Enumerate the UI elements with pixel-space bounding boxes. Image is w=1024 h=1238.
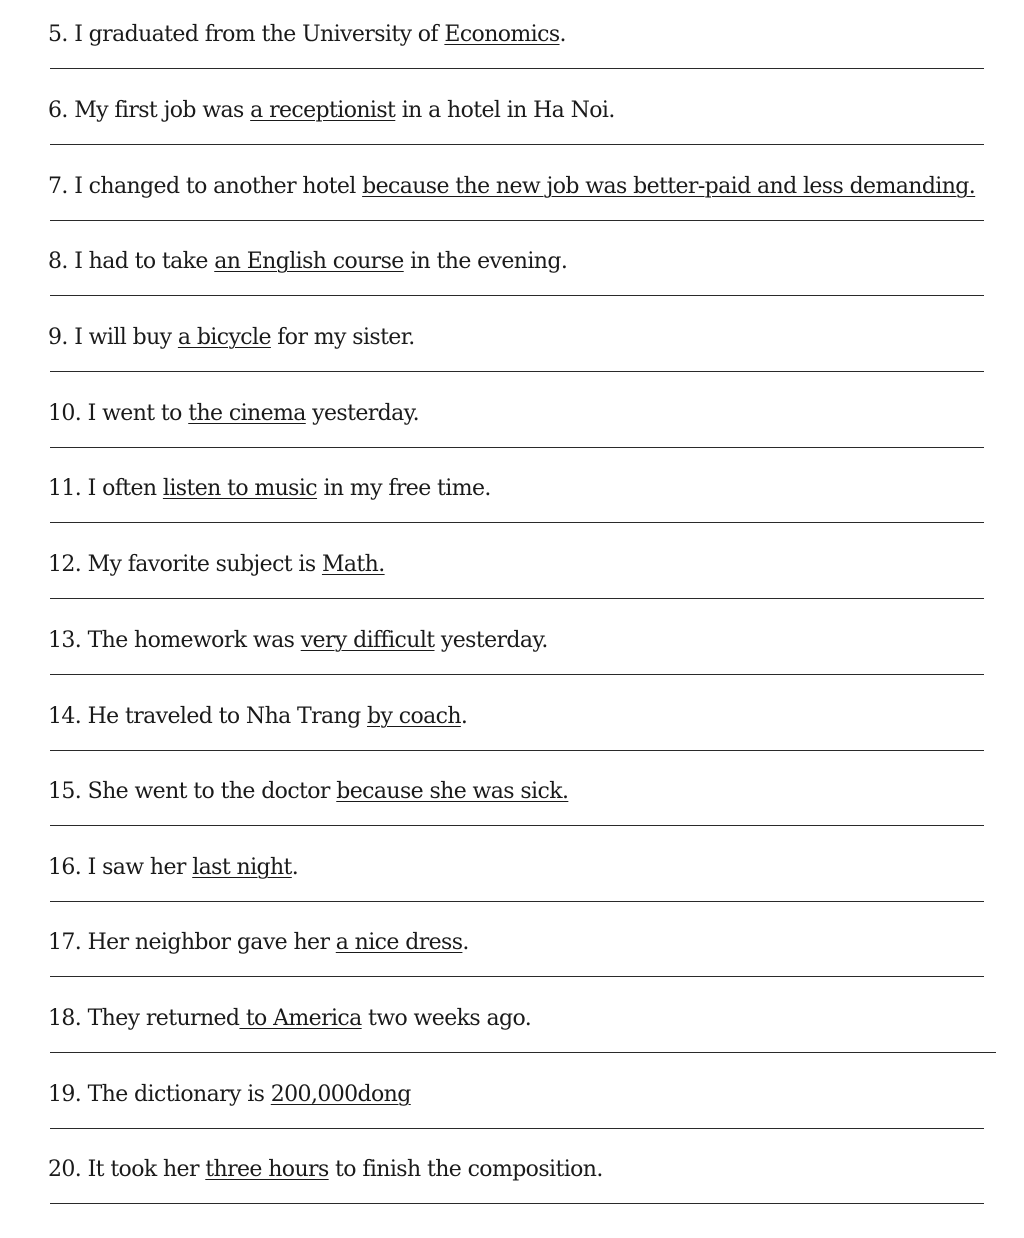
question-text: 17. Her neighbor gave her a nice dress.: [48, 930, 469, 955]
question-17: [48, 914, 984, 990]
question-8: [48, 233, 984, 309]
question-text: 10. I went to the cinema yesterday.: [48, 401, 419, 426]
underlined-phrase: three hours: [205, 1157, 329, 1182]
answer-line[interactable]: [50, 220, 984, 221]
answer-line[interactable]: [50, 295, 984, 296]
answer-line[interactable]: [50, 447, 984, 448]
question-5: [48, 6, 984, 82]
underlined-phrase: an English course: [214, 249, 404, 274]
question-text: 13. The homework was very difficult yesterday.: [48, 628, 548, 653]
underlined-phrase: the cinema: [188, 401, 306, 426]
answer-line[interactable]: [50, 522, 984, 523]
underlined-phrase: Math.: [321, 552, 385, 577]
answer-line[interactable]: [50, 976, 984, 977]
question-text: 5. I graduated from the University of Economics.: [48, 22, 566, 47]
underlined-phrase: very difficult: [300, 628, 435, 653]
answer-line[interactable]: [50, 144, 984, 145]
question-text: 18. They returned to America two weeks ago.: [48, 1006, 532, 1031]
answer-line[interactable]: [50, 674, 984, 675]
underlined-phrase: 200,000dong: [270, 1082, 411, 1107]
underlined-phrase: a receptionist: [250, 98, 396, 123]
question-text: 7. I changed to another hotel because the new job was better-paid and less demanding.: [48, 174, 976, 199]
underlined-phrase: listen to music: [162, 476, 318, 501]
answer-line[interactable]: [50, 1052, 996, 1053]
answer-line[interactable]: [50, 598, 984, 599]
question-13: [48, 612, 984, 688]
answer-line[interactable]: [50, 825, 984, 826]
answer-line[interactable]: [50, 371, 984, 372]
question-6: [48, 82, 984, 158]
question-text: 16. I saw her last night.: [48, 855, 299, 880]
question-7: [48, 158, 984, 234]
question-text: 19. The dictionary is 200,000dong: [48, 1082, 411, 1107]
answer-line[interactable]: [50, 68, 984, 69]
question-text: 6. My first job was a receptionist in a hotel in Ha Noi.: [48, 98, 615, 123]
underlined-phrase: by coach: [367, 704, 461, 729]
answer-line[interactable]: [50, 750, 984, 751]
question-text: 8. I had to take an English course in the evening.: [48, 249, 568, 274]
question-19: [48, 1066, 984, 1142]
underlined-phrase: to America: [239, 1006, 362, 1031]
question-9: [48, 309, 984, 385]
question-text: 11. I often listen to music in my free time.: [48, 476, 491, 501]
question-16: [48, 839, 984, 915]
answer-line[interactable]: [50, 1203, 984, 1204]
underlined-phrase: a bicycle: [177, 325, 271, 350]
underlined-phrase: Economics: [444, 22, 560, 47]
underlined-phrase: because she was sick.: [336, 779, 569, 804]
question-11: [48, 460, 984, 536]
question-text: 20. It took her three hours to finish the composition.: [48, 1157, 603, 1182]
question-20: [48, 1141, 984, 1217]
question-15: [48, 763, 984, 839]
question-text: 12. My favorite subject is Math.: [48, 552, 385, 577]
question-14: [48, 688, 984, 764]
question-text: 9. I will buy a bicycle for my sister.: [48, 325, 415, 350]
answer-line[interactable]: [50, 1128, 984, 1129]
question-text: 14. He traveled to Nha Trang by coach.: [48, 704, 468, 729]
question-18: [48, 990, 984, 1066]
underlined-phrase: because the new job was better-paid and less demanding.: [362, 174, 976, 199]
question-10: [48, 385, 984, 461]
question-12: [48, 536, 984, 612]
answer-line[interactable]: [50, 901, 984, 902]
underlined-phrase: a nice dress: [335, 930, 463, 955]
underlined-phrase: last night: [192, 855, 292, 880]
question-text: 15. She went to the doctor because she was sick.: [48, 779, 569, 804]
